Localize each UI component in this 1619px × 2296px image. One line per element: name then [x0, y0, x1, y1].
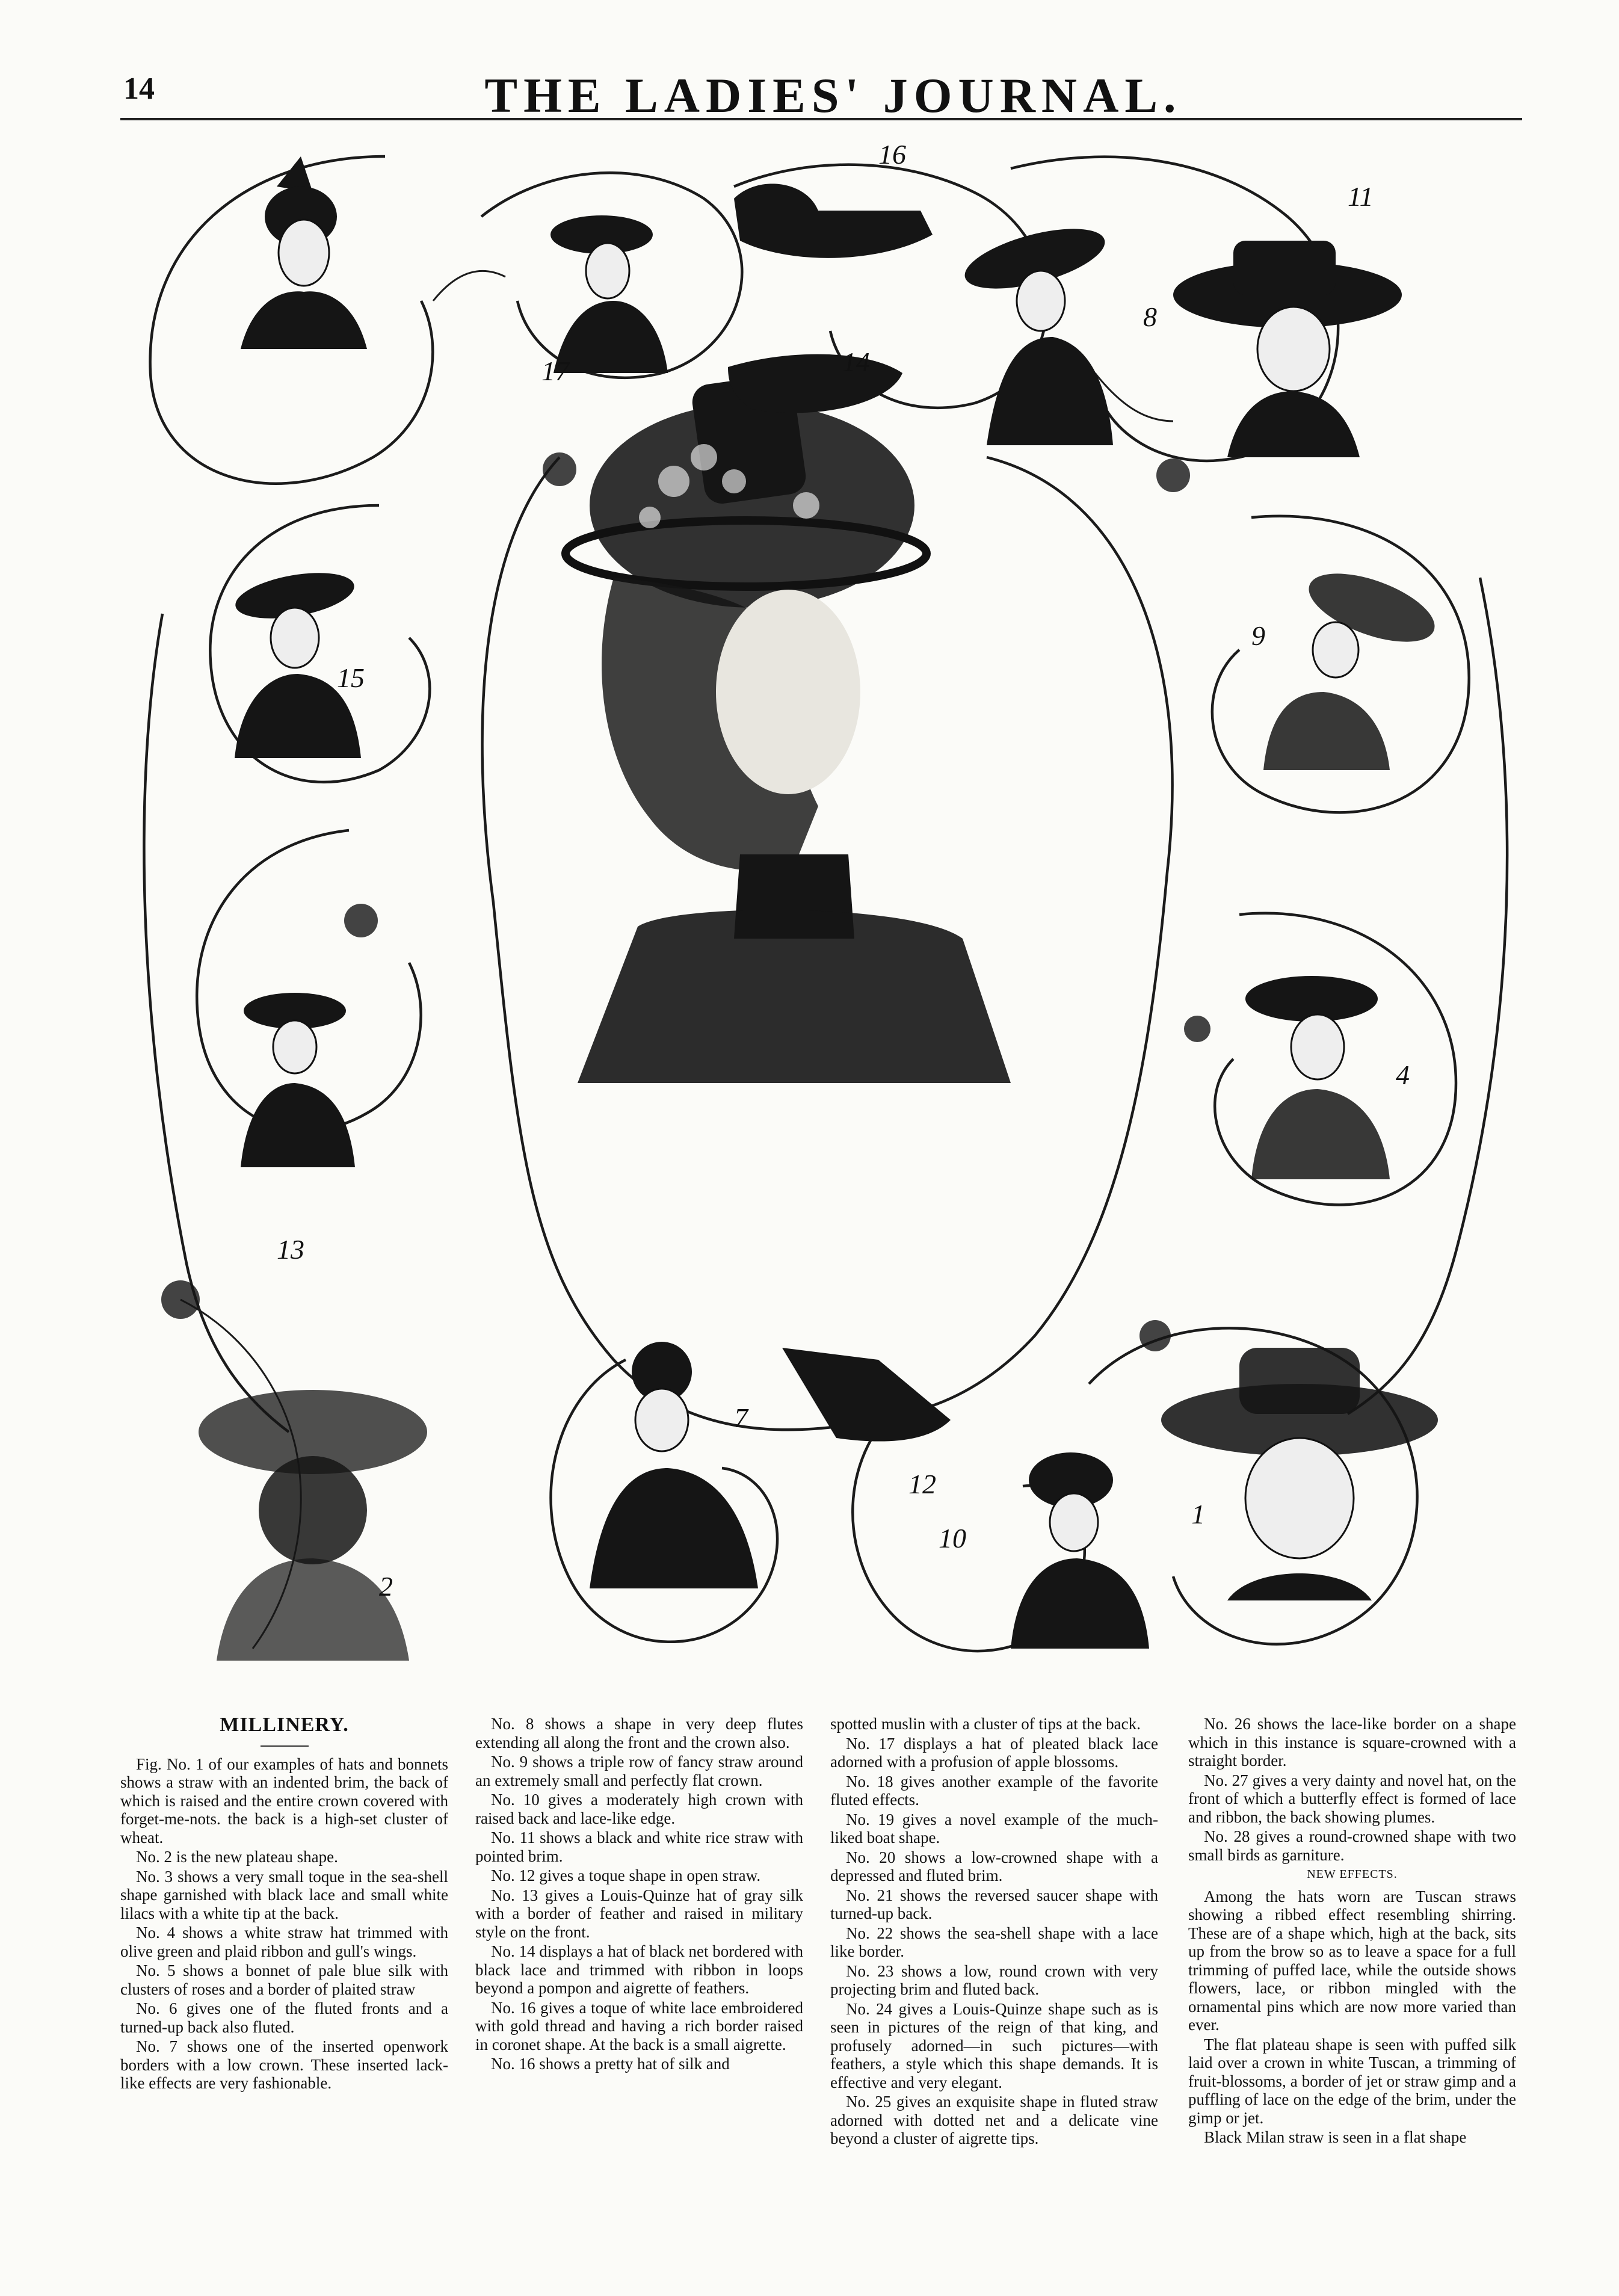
figure-number-2: 2: [379, 1571, 393, 1602]
paragraph: No. 6 gives one of the fluted fronts and a turned-up back also fluted.: [120, 1999, 448, 2036]
paragraph: No. 16 gives a toque of white lace embroidered with gold thread and having a rich border raised in coronet shape. At the back is a small aigrette.: [475, 1998, 803, 2054]
figure-number-1: 1: [1191, 1499, 1205, 1529]
hat-shape-16: [734, 184, 933, 258]
vignette-9: [1263, 560, 1443, 770]
hat-shape-14: [728, 354, 902, 413]
paragraph: No. 24 gives a Louis-Quinze shape such as is seen in pictures of the reign of that king, and profusely adorned—in such pictures—with feathers, a style which this shape demands. It is effective and very elegant.: [830, 1999, 1158, 2091]
article-column-1: [120, 1715, 448, 2094]
page-header: [0, 0, 1619, 123]
vignette-13: [241, 993, 355, 1167]
paragraph: No. 20 shows a low-crowned shape with a depressed and fluted brim.: [830, 1848, 1158, 1884]
paragraph: No. 18 gives another example of the favorite fluted effects.: [830, 1772, 1158, 1809]
paragraph: Among the hats worn are Tuscan straws showing a ribbed effect resembling shirring. These are of a shape which, high at the back, sits up from the brow so as to leave a space for a full trimming of puffed lace, while the outside shows flowers, lace, or ribbon mingled with the ornamental pins which are now more varied than ever.: [1188, 1887, 1516, 2034]
paragraph: No. 3 shows a very small toque in the sea-shell shape garnished with black lace and small white lilacs with a white tip at the back.: [120, 1867, 448, 1922]
figure-number-16: 16: [878, 139, 906, 170]
figure-number-15: 15: [337, 662, 365, 693]
paragraph: No. 26 shows the lace-like border on a shape which in this instance is square-crowned with a straight border.: [1188, 1715, 1516, 1770]
paragraph: Fig. No. 1 of our examples of hats and bonnets shows a straw with an indented brim, the back of which is raised and the entire crown covered with forget-me-nots. the back is a high-set cluster of wheat.: [120, 1754, 448, 1847]
title-rule: [261, 1745, 309, 1747]
paragraph: No. 12 gives a toque shape in open straw.: [491, 1866, 761, 1884]
paragraph: Black Milan straw is seen in a flat shape: [1204, 2128, 1467, 2146]
figure-number-13: 13: [277, 1234, 304, 1265]
paragraph: No. 17 displays a hat of pleated black lace adorned with a profusion of apple blossoms.: [830, 1734, 1158, 1771]
paragraph: No. 16 shows a pretty hat of silk and: [491, 2055, 730, 2073]
figure-number-17: 17: [541, 356, 569, 386]
paragraph: No. 10 gives a moderately high crown with raised back and lace-like edge.: [475, 1791, 803, 1827]
paragraph: No. 21 shows the reversed saucer shape with turned-up back.: [830, 1886, 1158, 1922]
section-subheading: NEW EFFECTS.: [1307, 1868, 1398, 1881]
figure-number-14: 14: [842, 347, 870, 377]
paragraph: No. 23 shows a low, round crown with very projecting brim and fluted back.: [830, 1961, 1158, 1998]
paragraph: No. 8 shows a shape in very deep flutes extending all along the front and the crown also.: [475, 1715, 803, 1751]
paragraph: No. 7 shows one of the inserted openwork borders with a low crown. These inserted lack-like effects are very fashionable.: [120, 2037, 448, 2092]
article-column-2: [475, 1715, 803, 2075]
masthead-title: THE LADIES' JOURNAL.: [484, 68, 1182, 123]
article-title: MILLINERY.: [220, 1714, 349, 1736]
paragraph: No. 4 shows a white straw hat trimmed with olive green and plaid ribbon and gull's wings.: [120, 1924, 448, 1960]
paragraph: No. 25 gives an exquisite shape in fluted straw adorned with dotted net and a delicate vine beyond a cluster of aigrette tips.: [830, 2093, 1158, 2147]
vignette-7: [590, 1342, 758, 1588]
paragraph: No. 27 gives a very dainty and novel hat, on the front of which a butterfly effect is formed of lace and ribbon, the back showing plumes.: [1188, 1771, 1516, 1826]
millinery-illustration-plate: [96, 120, 1552, 1709]
vignette-1: [1161, 1348, 1438, 1600]
paragraph: No. 19 gives a novel example of the much-liked boat shape.: [830, 1810, 1158, 1847]
paragraph: spotted muslin with a cluster of tips at the back.: [830, 1715, 1141, 1733]
figure-number-4: 4: [1396, 1060, 1410, 1090]
vignette-8: [959, 217, 1113, 445]
article-column-3: [830, 1715, 1158, 2149]
vignette-10: [1011, 1452, 1149, 1649]
paragraph: The flat plateau shape is seen with puffed silk laid over a crown in white Tuscan, a trimming of fruit-blossoms, a border of jet or straw gimp and a puffling of lace on the edge of the brim, under the gimp or jet.: [1188, 2035, 1516, 2127]
figure-number-12: 12: [908, 1469, 936, 1499]
paragraph: No. 28 gives a round-crowned shape with two small birds as garniture.: [1188, 1827, 1516, 1864]
figure-number-9: 9: [1251, 620, 1265, 651]
article-column-4: [1188, 1715, 1516, 2148]
millinery-article: [120, 1715, 1516, 2256]
paragraph: No. 22 shows the sea-shell shape with a lace like border.: [830, 1924, 1158, 1960]
figure-number-7: 7: [734, 1403, 748, 1433]
paragraph: No. 5 shows a bonnet of pale blue silk with clusters of roses and a border of plaited straw: [120, 1961, 448, 1998]
figure-number-8: 8: [1143, 301, 1157, 332]
paragraph: No. 2 is the new plateau shape.: [136, 1848, 338, 1866]
central-portrait-hat-figure: [566, 372, 1011, 1083]
hat-shape-12: [782, 1348, 951, 1442]
paragraph: No. 14 displays a hat of black net bordered with black lace and trimmed with ribbon in loops beyond a pompon and aigrette of feathers.: [475, 1942, 803, 1997]
vignette-11: [1173, 241, 1402, 457]
figure-number-11: 11: [1348, 181, 1374, 212]
page-number: 14: [123, 72, 155, 106]
vignette-17: [550, 215, 668, 373]
vignette-2: [199, 1390, 427, 1661]
vignette-4: [1245, 976, 1390, 1179]
paragraph: No. 9 shows a triple row of fancy straw around an extremely small and perfectly flat crown.: [475, 1753, 803, 1789]
figure-number-10: 10: [939, 1523, 966, 1554]
fashion-plate-engraving: [96, 120, 1552, 1709]
paragraph: No. 11 shows a black and white rice straw with pointed brim.: [475, 1828, 803, 1865]
paragraph: No. 13 gives a Louis-Quinze hat of gray silk with a border of feather and raised in military style on the front.: [475, 1886, 803, 1941]
